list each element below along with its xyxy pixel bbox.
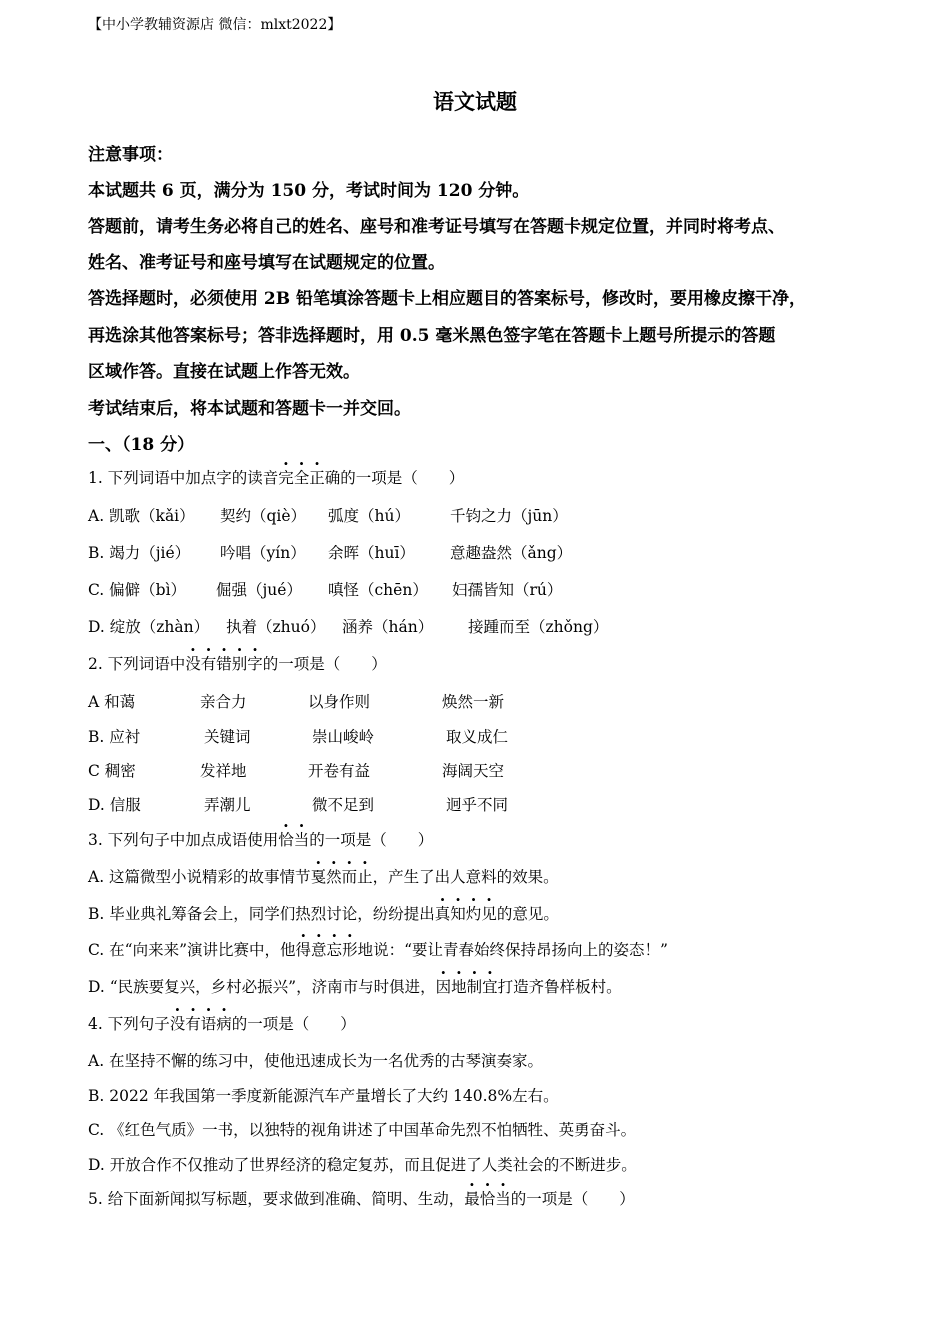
emphasized-char: 当 [495,1190,511,1208]
emphasized-char: 戛 [310,868,327,886]
question-3-option: C. 在“向来来”演讲比赛中，他得意忘形地说：“要让青春始终保持昂扬向上的姿态！” [88,938,668,960]
emphasized-char: 宜 [482,978,498,996]
emphasized-char: 知 [450,905,466,923]
emphasized-char: 意 [311,941,327,959]
notice-line: 姓名、准考证号和座号填写在试题规定的位置。 [88,253,445,273]
emphasized-char: 恰 [278,831,294,849]
question-3-option: A. 这篇微型小说精彩的故事情节戛然而止，产生了出人意料的效果。 [88,865,559,887]
notice-line: 再选涂其他答案标号；答非选择题时，用 0.5 毫米黑色签字笔在答题卡上题号所提示的答题 [88,326,776,346]
question-4-option: C. 《红色气质》一书，以独特的视角讲述了中国革命先烈不怕牺牲、英勇奋斗。 [88,1121,637,1139]
question-3-option: D. “民族要复兴，乡村必振兴”，济南市与时俱进，因地制宜打造齐鲁样板村。 [88,975,622,997]
question-4-option: B. 2022 年我国第一季度新能源汽车产量增长了大约 140.8%左右。 [88,1087,559,1105]
emphasized-char: 正 [309,469,325,487]
question-2-stem: 2. 下列词语中没有错别字的一项是（ ） [88,652,387,674]
emphasized-char: 病 [216,1015,232,1033]
emphasized-char: 有 [185,1015,201,1033]
emphasis-dots [311,868,373,886]
emphasized-char: 然 [326,868,342,886]
notice-line: 本试题共 6 页，满分为 150 分，考试时间为 120 分钟。 [88,181,530,201]
notice-heading: 注意事项： [88,145,173,165]
question-1-stem: 1. 下列词语中加点字的读音完全正确的一项是（ ） [88,466,464,488]
emphasized-char: 忘 [326,941,343,959]
exam-title: 语文试题 [433,89,517,114]
notice-line: 区域作答。直接在试题上作答无效。 [88,362,360,382]
question-3-option: B. 毕业典礼筹备会上，同学们热烈讨论，纷纷提出真知灼见的意见。 [88,902,559,924]
emphasized-char: 真 [434,905,451,923]
emphasized-char: 有 [200,655,217,673]
question-5-stem: 5. 给下面新闻拟写标题，要求做到准确、简明、生动，最恰当的一项是（ ） [88,1187,635,1209]
emphasized-char: 最 [464,1190,480,1208]
emphasized-char: 没 [169,1015,186,1033]
notice-line: 考试结束后，将本试题和答题卡一并交回。 [88,399,411,419]
emphasized-char: 制 [466,978,483,996]
question-3-stem: 3. 下列句子中加点成语使用恰当的一项是（ ） [88,828,433,850]
emphasized-char: 得 [295,941,312,959]
emphasized-char: 而 [341,868,358,886]
emphasis-dots [464,1190,511,1208]
notice-line: 答题前，请考生务必将自己的姓名、座号和准考证号填写在答题卡规定位置，并同时将考点、 [88,217,785,237]
emphasized-char: 因 [435,978,452,996]
question-4-stem: 4. 下列句子没有语病的一项是（ ） [88,1012,356,1034]
emphasized-char: 当 [293,831,310,849]
emphasis-dots [185,655,263,673]
notice-line: 答选择题时，必须使用 2B 铅笔填涂答题卡上相应题目的答案标号，修改时，要用橡皮擦干净， [88,289,807,309]
emphasized-char: 见 [481,905,497,923]
emphasis-dots [278,469,325,487]
emphasis-dots [435,905,497,923]
emphasis-dots [278,831,309,849]
question-4-option: D. 开放合作不仅推动了世界经济的稳定复苏，而且促进了人类社会的不断进步。 [88,1156,637,1174]
emphasized-char: 全 [293,469,310,487]
emphasized-char: 形 [342,941,358,959]
emphasized-char: 没 [185,655,201,673]
emphasized-char: 完 [278,469,294,487]
emphasized-char: 恰 [479,1190,496,1208]
question-4-option: A. 在坚持不懈的练习中，使他迅速成长为一名优秀的古琴演奏家。 [88,1052,544,1070]
emphasis-dots [436,978,498,996]
watermark-header: 【中小学教辅资源店 微信：mlxt2022】 [88,17,342,33]
emphasized-char: 字 [247,655,263,673]
emphasized-char: 错 [216,655,232,673]
emphasized-char: 地 [451,978,467,996]
emphasized-char: 止 [357,868,373,886]
emphasis-dots [296,941,358,959]
emphasis-dots [170,1015,232,1033]
emphasized-char: 别 [231,655,248,673]
emphasized-char: 语 [200,1015,217,1033]
section-heading: 一、（18 分） [88,435,195,455]
emphasized-char: 灼 [465,905,482,923]
